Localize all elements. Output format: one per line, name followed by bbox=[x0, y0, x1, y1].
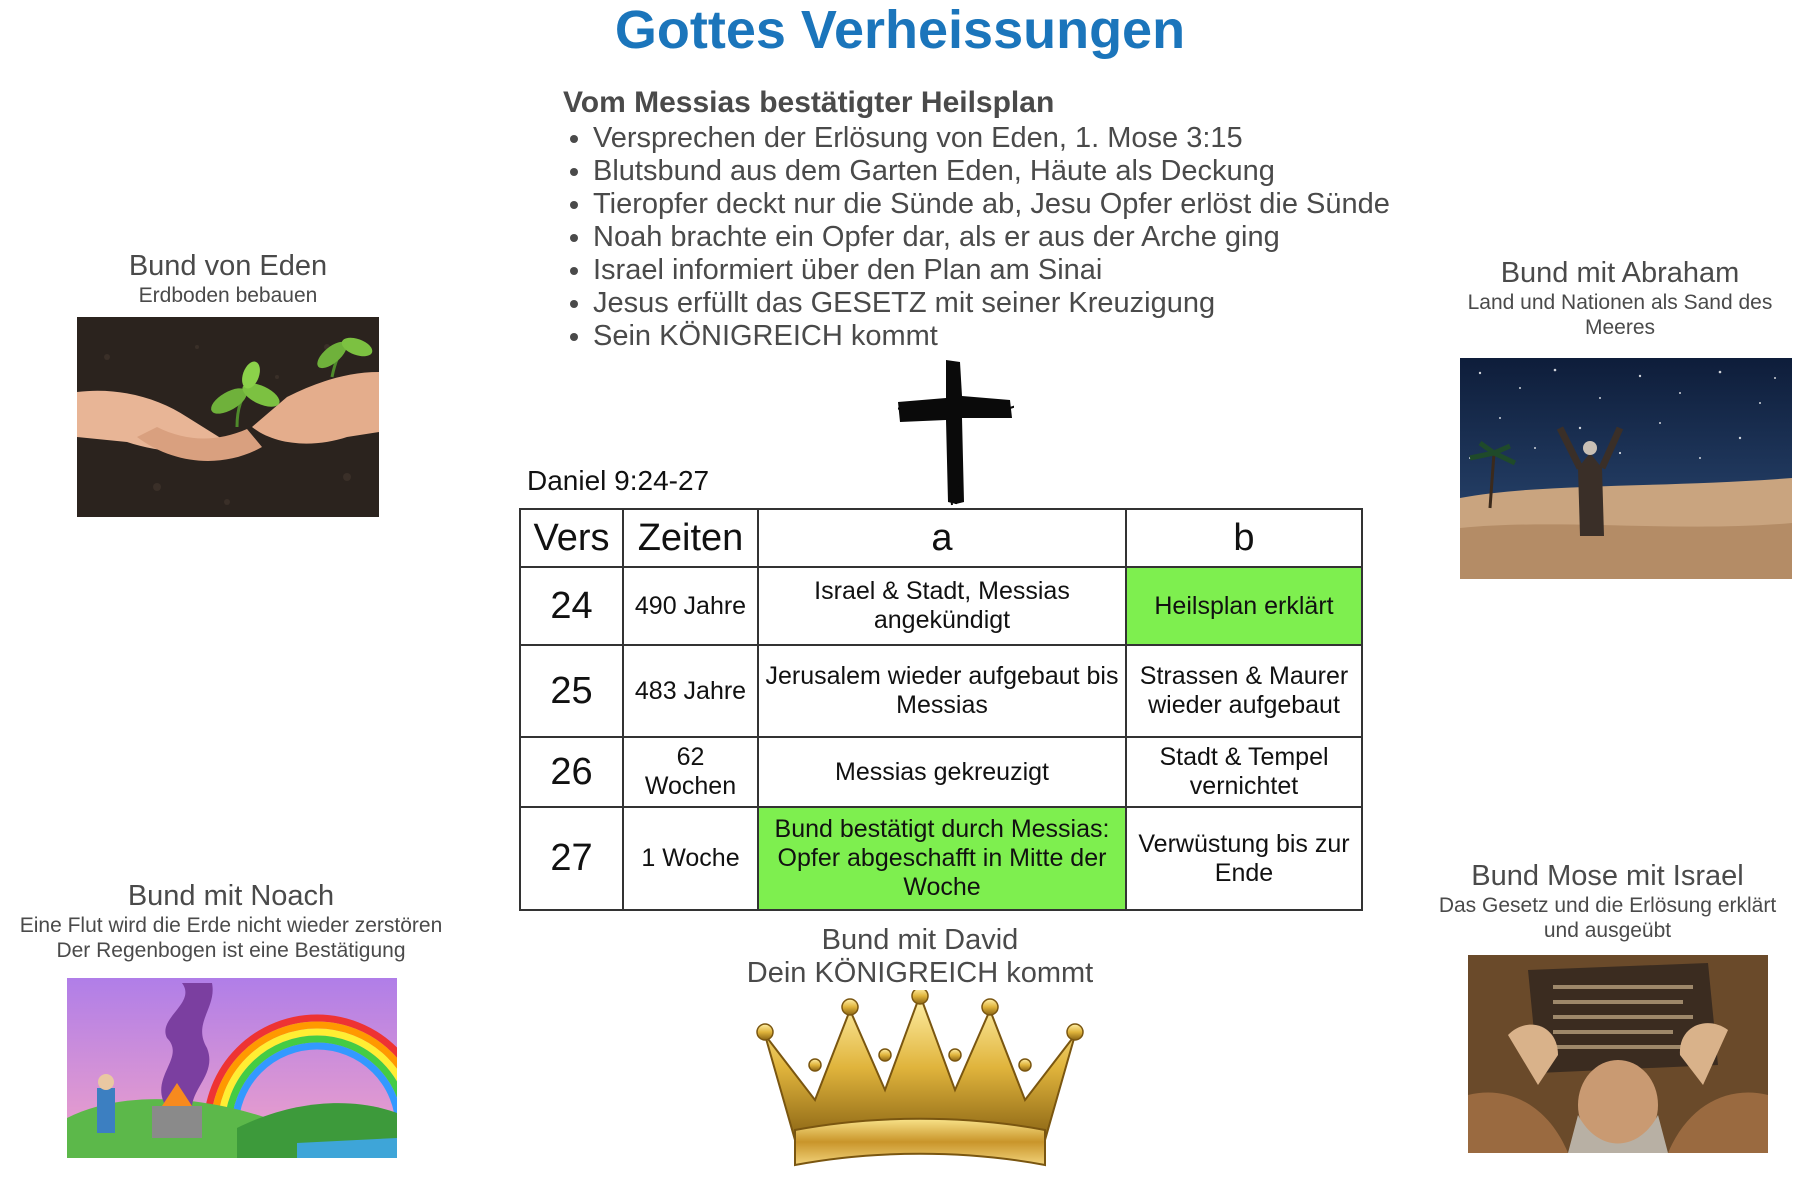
list-item: • Israel informiert über den Plan am Sinai bbox=[593, 254, 1463, 287]
table-row bbox=[520, 567, 1362, 645]
cell-zeit: 62 Wochen bbox=[623, 737, 758, 807]
covenant-mose-title: Bund Mose mit Israel bbox=[1471, 860, 1744, 892]
header-vers: Vers bbox=[520, 509, 623, 567]
cell-b: Strassen & Maurer wieder aufgebaut bbox=[1126, 645, 1362, 737]
cell-b: Stadt & Tempel vernichtet bbox=[1126, 737, 1362, 807]
cell-a: Jerusalem wieder aufgebaut bis Messias bbox=[758, 645, 1126, 737]
covenant-david-subtitle: Dein KÖNIGREICH kommt bbox=[746, 957, 1094, 989]
list-item: • Versprechen der Erlösung von Eden, 1. Mose 3:15 bbox=[593, 122, 1463, 155]
covenant-abraham bbox=[1450, 257, 1790, 340]
covenant-noach-subtitle-1: Eine Flut wird die Erde nicht wieder zerstören bbox=[19, 914, 443, 937]
covenant-noach bbox=[0, 880, 462, 963]
covenant-david bbox=[700, 924, 1140, 990]
cell-a: Israel & Stadt, Messias angekündigt bbox=[758, 567, 1126, 645]
cell-a: Messias gekreuzigt bbox=[758, 737, 1126, 807]
cell-zeit: 1 Woche bbox=[623, 807, 758, 910]
noach-rainbow-image bbox=[67, 978, 397, 1158]
daniel-table bbox=[519, 508, 1363, 911]
table-row bbox=[520, 807, 1362, 910]
cell-zeit: 490 Jahre bbox=[623, 567, 758, 645]
cell-a: Bund bestätigt durch Messias: Opfer abgeschafft in Mitte der Woche bbox=[758, 807, 1126, 910]
list-item: • Jesus erfüllt das GESETZ mit seiner Kreuzigung bbox=[593, 287, 1463, 320]
covenant-eden-subtitle: Erdboden bebauen bbox=[138, 284, 318, 307]
covenant-eden bbox=[60, 250, 396, 308]
list-item: • Noah brachte ein Opfer dar, als er aus der Arche ging bbox=[593, 221, 1463, 254]
heilsplan-block bbox=[563, 84, 1463, 353]
cell-vers: 24 bbox=[520, 567, 623, 645]
covenant-abraham-title: Bund mit Abraham bbox=[1500, 257, 1740, 289]
list-item: • Blutsbund aus dem Garten Eden, Häute als Deckung bbox=[593, 155, 1463, 188]
page-title: Gottes Verheissungen bbox=[614, 0, 1186, 60]
covenant-eden-title: Bund von Eden bbox=[128, 250, 328, 282]
daniel-reference-label: Daniel 9:24-27 bbox=[527, 465, 710, 496]
cell-vers: 26 bbox=[520, 737, 623, 807]
cell-zeit: 483 Jahre bbox=[623, 645, 758, 737]
heilsplan-list bbox=[563, 122, 1463, 353]
list-item: • Sein KÖNIGREICH kommt bbox=[593, 320, 1463, 353]
header-b: b bbox=[1126, 509, 1362, 567]
cell-b: Heilsplan erklärt bbox=[1126, 567, 1362, 645]
abraham-stars-desert-image bbox=[1460, 358, 1792, 579]
heilsplan-heading: Vom Messias bestätigter Heilsplan bbox=[563, 86, 1055, 119]
cell-vers: 25 bbox=[520, 645, 623, 737]
header-a: a bbox=[758, 509, 1126, 567]
covenant-david-title: Bund mit David bbox=[821, 924, 1019, 956]
crown-icon bbox=[755, 990, 1085, 1180]
table-row bbox=[520, 645, 1362, 737]
table-header-row bbox=[520, 509, 1362, 567]
covenant-noach-title: Bund mit Noach bbox=[127, 880, 335, 912]
mose-tablets-image bbox=[1468, 955, 1768, 1153]
cell-vers: 27 bbox=[520, 807, 623, 910]
eden-hands-plant-image bbox=[77, 317, 379, 517]
covenant-noach-subtitle-2: Der Regenbogen ist eine Bestätigung bbox=[56, 939, 406, 962]
covenant-mose bbox=[1425, 860, 1790, 943]
list-item: • Tieropfer deckt nur die Sünde ab, Jesu Opfer erlöst die Sünde bbox=[593, 188, 1463, 221]
cell-b: Verwüstung bis zur Ende bbox=[1126, 807, 1362, 910]
table-row bbox=[520, 737, 1362, 807]
cross-icon bbox=[898, 358, 1014, 506]
header-zeiten: Zeiten bbox=[623, 509, 758, 567]
covenant-abraham-subtitle: Land und Nationen als Sand des Meeres bbox=[1467, 291, 1773, 339]
covenant-mose-subtitle: Das Gesetz und die Erlösung erklärt und ausgeübt bbox=[1438, 894, 1777, 942]
